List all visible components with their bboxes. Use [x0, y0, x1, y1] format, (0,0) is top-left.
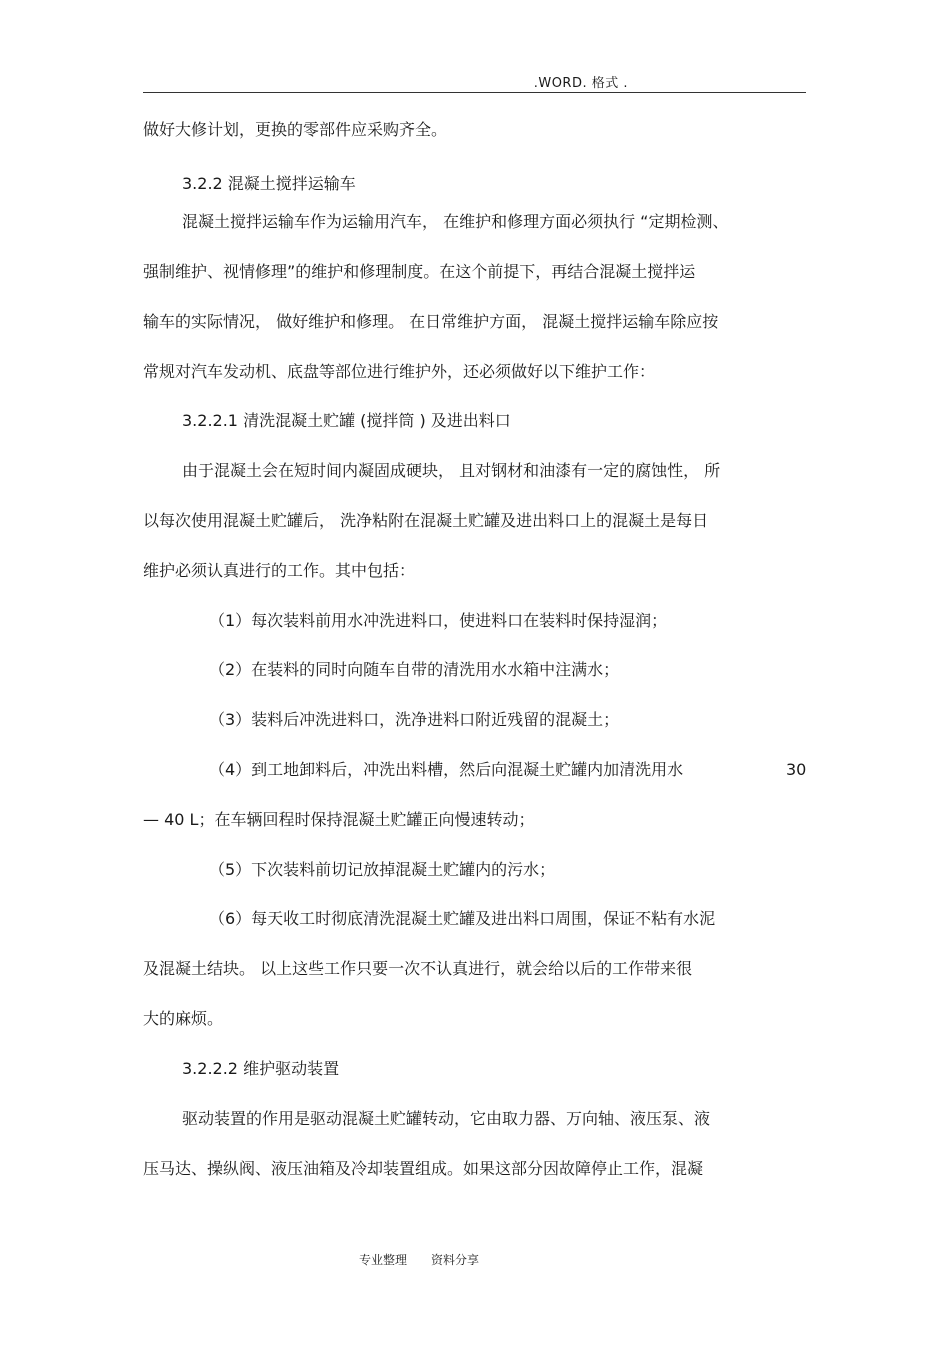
text-line-4: 强制维护、视情修理”的维护和修理制度。在这个前提下，再结合混凝土搅拌运 [143, 262, 696, 281]
footer-right-text: 资料分享 [431, 1253, 480, 1267]
text-line-6: 常规对汽车发动机、底盘等部位进行维护外，还必须做好以下维护工作： [143, 362, 656, 381]
text-line-1: 做好大修计划，更换的零部件应采购齐全。 [143, 120, 448, 139]
list-item-4-value: 30 [786, 760, 807, 779]
list-item-4: （4）到工地卸料后，冲洗出料槽，然后向混凝土贮罐内加清洗用水 [209, 760, 684, 779]
text-line-9: 以每次使用混凝土贮罐后， 洗净粘附在混凝土贮罐及进出料口上的混凝土是每日 [143, 511, 709, 530]
text-line-8: 由于混凝土会在短时间内凝固成硬块， 且对钢材和油漆有一定的腐蚀性， 所 [182, 461, 721, 480]
text-line-21: 驱动装置的作用是驱动混凝土贮罐转动，它由取力器、万向轴、液压泵、液 [182, 1109, 711, 1128]
section-heading-3-2-2-1: 3.2.2.1 清洗混凝土贮罐 (搅拌筒 ) 及进出料口 [182, 411, 511, 430]
header-text: .WORD. 格式 . [533, 76, 628, 91]
text-line-3: 混凝土搅拌运输车作为运输用汽车， 在维护和修理方面必须执行 “定期检测、 [182, 212, 729, 231]
footer-left-text: 专业整理 [359, 1253, 408, 1267]
text-line-22: 压马达、操纵阀、液压油箱及冷却装置组成。如果这部分因故障停止工作，混凝 [143, 1159, 704, 1178]
section-heading-3-2-2: 3.2.2 混凝土搅拌运输车 [182, 174, 356, 193]
list-item-3: （3）装料后冲洗进料口，洗净进料口附近残留的混凝土； [209, 710, 620, 729]
text-line-19: 大的麻烦。 [143, 1009, 224, 1028]
page-header [143, 72, 806, 93]
text-line-5: 输车的实际情况， 做好维护和修理。 在日常维护方面， 混凝土搅拌运输车除应按 [143, 312, 719, 331]
section-heading-3-2-2-2: 3.2.2.2 维护驱动装置 [182, 1059, 340, 1078]
list-item-6: （6）每天收工时彻底清洗混凝土贮罐及进出料口周围，保证不粘有水泥 [209, 909, 716, 928]
list-item-1: （1）每次装料前用水冲洗进料口，使进料口在装料时保持湿润； [209, 611, 668, 630]
text-line-15: — 40 L；在车辆回程时保持混凝土贮罐正向慢速转动； [143, 810, 535, 829]
list-item-5: （5）下次装料前切记放掉混凝土贮罐内的污水； [209, 860, 556, 879]
text-line-18: 及混凝土结块。 以上这些工作只要一次不认真进行，就会给以后的工作带来很 [143, 959, 693, 978]
text-line-10: 维护必须认真进行的工作。其中包括： [143, 561, 416, 580]
list-item-2: （2）在装料的同时向随车自带的清洗用水水箱中注满水； [209, 660, 620, 679]
